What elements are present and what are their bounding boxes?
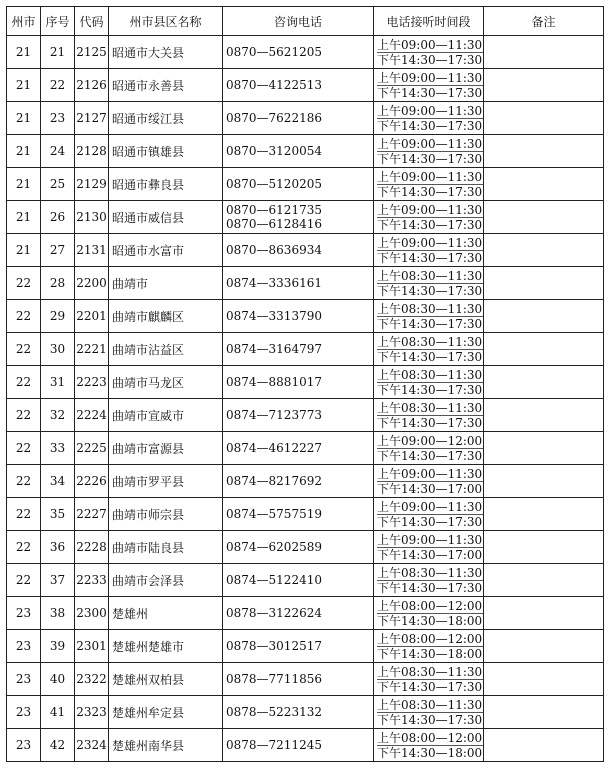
hours-afternoon: 下午14:30—18:00 xyxy=(377,646,483,661)
cell-seq: 35 xyxy=(41,498,75,531)
cell-phone xyxy=(223,498,374,531)
table-row xyxy=(7,135,604,168)
cell-name: 曲靖市师宗县 xyxy=(109,498,223,531)
cell-hours xyxy=(374,168,484,201)
table-row xyxy=(7,333,604,366)
cell-note xyxy=(484,564,604,597)
cell-name: 楚雄州 xyxy=(109,597,223,630)
cell-note xyxy=(484,597,604,630)
cell-note xyxy=(484,663,604,696)
cell-note xyxy=(484,432,604,465)
cell-name: 昭通市水富市 xyxy=(109,234,223,267)
cell-phone xyxy=(223,399,374,432)
cell-code: 2227 xyxy=(75,498,109,531)
table-row xyxy=(7,531,604,564)
cell-note xyxy=(484,102,604,135)
hours-afternoon: 下午14:30—17:00 xyxy=(377,481,483,496)
header-hours: 电话接听时间段 xyxy=(374,7,484,36)
hours-morning: 上午09:00—11:30 xyxy=(377,532,483,547)
table-row xyxy=(7,267,604,300)
phone-number: 0870—8636934 xyxy=(226,243,322,257)
cell-code: 2300 xyxy=(75,597,109,630)
hours-morning: 上午09:00—11:30 xyxy=(377,169,483,184)
hours-morning: 上午09:00—11:30 xyxy=(377,466,483,481)
cell-seq: 29 xyxy=(41,300,75,333)
hours-morning: 上午08:30—11:30 xyxy=(377,334,483,349)
table-row xyxy=(7,663,604,696)
cell-code: 2223 xyxy=(75,366,109,399)
cell-name: 昭通市大关县 xyxy=(109,36,223,69)
header-zhou: 州市 xyxy=(7,7,41,36)
cell-code: 2322 xyxy=(75,663,109,696)
cell-hours xyxy=(374,366,484,399)
cell-hours xyxy=(374,300,484,333)
table-row xyxy=(7,36,604,69)
cell-zhou: 21 xyxy=(7,135,41,168)
table-row xyxy=(7,168,604,201)
table-row xyxy=(7,465,604,498)
table-row xyxy=(7,696,604,729)
cell-phone xyxy=(223,267,374,300)
table-row xyxy=(7,564,604,597)
cell-zhou: 22 xyxy=(7,465,41,498)
hours-afternoon: 下午14:30—17:30 xyxy=(377,316,483,331)
hours-afternoon: 下午14:30—18:00 xyxy=(377,613,483,628)
cell-phone xyxy=(223,729,374,762)
phone-number: 0878—7711856 xyxy=(226,672,322,686)
table-row xyxy=(7,69,604,102)
cell-hours xyxy=(374,498,484,531)
cell-note xyxy=(484,267,604,300)
cell-note xyxy=(484,69,604,102)
cell-note xyxy=(484,531,604,564)
hours-morning: 上午09:00—11:30 xyxy=(377,70,483,85)
cell-seq: 30 xyxy=(41,333,75,366)
hours-morning: 上午08:30—11:30 xyxy=(377,400,483,415)
phone-number: 0870—4122513 xyxy=(226,78,322,92)
header-note: 备注 xyxy=(484,7,604,36)
cell-name: 曲靖市麒麟区 xyxy=(109,300,223,333)
phone-number: 0874—6202589 xyxy=(226,540,322,554)
contact-table xyxy=(6,6,604,762)
table-row xyxy=(7,399,604,432)
table-row xyxy=(7,300,604,333)
hours-afternoon: 下午14:30—18:00 xyxy=(377,745,483,760)
header-code: 代码 xyxy=(75,7,109,36)
hours-afternoon: 下午14:30—17:30 xyxy=(377,712,483,727)
phone-number: 0878—5223132 xyxy=(226,705,322,719)
cell-zhou: 23 xyxy=(7,630,41,663)
hours-morning: 上午08:30—11:30 xyxy=(377,268,483,283)
cell-seq: 21 xyxy=(41,36,75,69)
cell-name: 楚雄州双柏县 xyxy=(109,663,223,696)
cell-phone xyxy=(223,663,374,696)
cell-hours xyxy=(374,597,484,630)
cell-seq: 36 xyxy=(41,531,75,564)
phone-number: 0878—3122624 xyxy=(226,606,322,620)
hours-morning: 上午09:00—11:30 xyxy=(377,103,483,118)
cell-hours xyxy=(374,432,484,465)
hours-afternoon: 下午14:30—17:30 xyxy=(377,85,483,100)
cell-code: 2129 xyxy=(75,168,109,201)
cell-name: 楚雄州南华县 xyxy=(109,729,223,762)
cell-name: 昭通市威信县 xyxy=(109,201,223,234)
phone-number: 0870—5621205 xyxy=(226,45,322,59)
hours-afternoon: 下午14:30—17:30 xyxy=(377,217,483,232)
cell-zhou: 23 xyxy=(7,663,41,696)
cell-name: 昭通市镇雄县 xyxy=(109,135,223,168)
cell-code: 2126 xyxy=(75,69,109,102)
cell-phone xyxy=(223,333,374,366)
hours-morning: 上午08:30—11:30 xyxy=(377,367,483,382)
hours-afternoon: 下午14:30—17:30 xyxy=(377,250,483,265)
cell-hours xyxy=(374,234,484,267)
cell-code: 2200 xyxy=(75,267,109,300)
cell-name: 昭通市永善县 xyxy=(109,69,223,102)
phone-number: 0870—6128416 xyxy=(226,217,322,231)
cell-note xyxy=(484,465,604,498)
cell-seq: 40 xyxy=(41,663,75,696)
cell-hours xyxy=(374,663,484,696)
hours-afternoon: 下午14:30—17:30 xyxy=(377,283,483,298)
cell-phone xyxy=(223,135,374,168)
cell-note xyxy=(484,300,604,333)
cell-code: 2225 xyxy=(75,432,109,465)
cell-zhou: 23 xyxy=(7,597,41,630)
table-row xyxy=(7,498,604,531)
hours-morning: 上午09:00—11:30 xyxy=(377,202,483,217)
table-row xyxy=(7,102,604,135)
cell-seq: 22 xyxy=(41,69,75,102)
hours-morning: 上午09:00—11:30 xyxy=(377,37,483,52)
hours-afternoon: 下午14:30—17:00 xyxy=(377,547,483,562)
cell-note xyxy=(484,168,604,201)
cell-phone xyxy=(223,36,374,69)
cell-code: 2125 xyxy=(75,36,109,69)
phone-number: 0878—7211245 xyxy=(226,738,322,752)
cell-note xyxy=(484,201,604,234)
hours-morning: 上午08:30—11:30 xyxy=(377,664,483,679)
phone-number: 0874—3164797 xyxy=(226,342,322,356)
hours-afternoon: 下午14:30—17:30 xyxy=(377,382,483,397)
cell-phone xyxy=(223,102,374,135)
cell-phone xyxy=(223,432,374,465)
cell-zhou: 22 xyxy=(7,333,41,366)
hours-afternoon: 下午14:30—17:30 xyxy=(377,679,483,694)
cell-note xyxy=(484,729,604,762)
cell-note xyxy=(484,399,604,432)
cell-hours xyxy=(374,267,484,300)
cell-code: 2127 xyxy=(75,102,109,135)
phone-number: 0874—5757519 xyxy=(226,507,322,521)
cell-phone xyxy=(223,168,374,201)
hours-afternoon: 下午14:30—17:30 xyxy=(377,151,483,166)
header-phone: 咨询电话 xyxy=(223,7,374,36)
hours-morning: 上午08:00—12:00 xyxy=(377,598,483,613)
cell-name: 曲靖市会泽县 xyxy=(109,564,223,597)
cell-seq: 42 xyxy=(41,729,75,762)
cell-phone xyxy=(223,201,374,234)
hours-morning: 上午09:00—12:00 xyxy=(377,433,483,448)
cell-note xyxy=(484,234,604,267)
cell-seq: 39 xyxy=(41,630,75,663)
cell-code: 2201 xyxy=(75,300,109,333)
cell-hours xyxy=(374,333,484,366)
phone-number: 0874—5122410 xyxy=(226,573,322,587)
cell-hours xyxy=(374,696,484,729)
hours-morning: 上午08:30—11:30 xyxy=(377,565,483,580)
cell-phone xyxy=(223,69,374,102)
phone-number: 0870—5120205 xyxy=(226,177,322,191)
cell-phone xyxy=(223,465,374,498)
hours-afternoon: 下午14:30—17:30 xyxy=(377,514,483,529)
hours-morning: 上午09:00—11:30 xyxy=(377,499,483,514)
phone-number: 0874—3313790 xyxy=(226,309,322,323)
header-seq: 序号 xyxy=(41,7,75,36)
phone-number: 0874—4612227 xyxy=(226,441,322,455)
cell-seq: 31 xyxy=(41,366,75,399)
cell-zhou: 22 xyxy=(7,267,41,300)
cell-seq: 32 xyxy=(41,399,75,432)
cell-code: 2221 xyxy=(75,333,109,366)
cell-name: 楚雄州楚雄市 xyxy=(109,630,223,663)
cell-code: 2224 xyxy=(75,399,109,432)
cell-zhou: 23 xyxy=(7,729,41,762)
cell-name: 曲靖市富源县 xyxy=(109,432,223,465)
cell-seq: 34 xyxy=(41,465,75,498)
cell-hours xyxy=(374,531,484,564)
cell-seq: 38 xyxy=(41,597,75,630)
cell-note xyxy=(484,36,604,69)
table-row xyxy=(7,597,604,630)
cell-zhou: 22 xyxy=(7,300,41,333)
cell-phone xyxy=(223,564,374,597)
hours-afternoon: 下午14:30—17:30 xyxy=(377,415,483,430)
cell-zhou: 21 xyxy=(7,201,41,234)
cell-seq: 33 xyxy=(41,432,75,465)
table-row xyxy=(7,201,604,234)
cell-note xyxy=(484,498,604,531)
cell-zhou: 23 xyxy=(7,696,41,729)
cell-seq: 23 xyxy=(41,102,75,135)
cell-code: 2228 xyxy=(75,531,109,564)
phone-number: 0874—8881017 xyxy=(226,375,322,389)
cell-note xyxy=(484,135,604,168)
table-row xyxy=(7,366,604,399)
phone-number: 0874—8217692 xyxy=(226,474,322,488)
table-row xyxy=(7,234,604,267)
cell-zhou: 21 xyxy=(7,69,41,102)
header-name: 州市县区名称 xyxy=(109,7,223,36)
table-row xyxy=(7,630,604,663)
hours-afternoon: 下午14:30—17:30 xyxy=(377,184,483,199)
cell-name: 楚雄州牟定县 xyxy=(109,696,223,729)
cell-hours xyxy=(374,102,484,135)
cell-zhou: 22 xyxy=(7,366,41,399)
cell-phone xyxy=(223,366,374,399)
hours-afternoon: 下午14:30—17:30 xyxy=(377,349,483,364)
cell-zhou: 22 xyxy=(7,531,41,564)
cell-seq: 27 xyxy=(41,234,75,267)
cell-seq: 25 xyxy=(41,168,75,201)
header-row xyxy=(7,7,604,36)
hours-morning: 上午08:30—11:30 xyxy=(377,301,483,316)
cell-hours xyxy=(374,69,484,102)
hours-afternoon: 下午14:30—17:30 xyxy=(377,580,483,595)
cell-note xyxy=(484,366,604,399)
cell-name: 昭通市绥江县 xyxy=(109,102,223,135)
cell-note xyxy=(484,696,604,729)
phone-number: 0874—7123773 xyxy=(226,408,322,422)
cell-hours xyxy=(374,201,484,234)
cell-zhou: 22 xyxy=(7,399,41,432)
cell-code: 2301 xyxy=(75,630,109,663)
cell-name: 曲靖市罗平县 xyxy=(109,465,223,498)
cell-note xyxy=(484,333,604,366)
hours-morning: 上午08:30—11:30 xyxy=(377,697,483,712)
cell-name: 曲靖市陆良县 xyxy=(109,531,223,564)
cell-hours xyxy=(374,465,484,498)
hours-morning: 上午09:00—11:30 xyxy=(377,235,483,250)
cell-zhou: 21 xyxy=(7,102,41,135)
hours-morning: 上午09:00—11:30 xyxy=(377,136,483,151)
cell-zhou: 21 xyxy=(7,234,41,267)
table-row xyxy=(7,432,604,465)
cell-zhou: 21 xyxy=(7,36,41,69)
cell-code: 2131 xyxy=(75,234,109,267)
phone-number: 0874—3336161 xyxy=(226,276,322,290)
cell-hours xyxy=(374,564,484,597)
cell-seq: 24 xyxy=(41,135,75,168)
hours-morning: 上午08:00—12:00 xyxy=(377,730,483,745)
phone-number: 0870—6121735 xyxy=(226,203,322,217)
cell-seq: 28 xyxy=(41,267,75,300)
cell-name: 曲靖市沾益区 xyxy=(109,333,223,366)
cell-code: 2128 xyxy=(75,135,109,168)
cell-hours xyxy=(374,399,484,432)
cell-name: 曲靖市宣威市 xyxy=(109,399,223,432)
cell-hours xyxy=(374,36,484,69)
phone-number: 0870—3120054 xyxy=(226,144,322,158)
table-body xyxy=(7,36,604,762)
cell-zhou: 22 xyxy=(7,498,41,531)
cell-hours xyxy=(374,630,484,663)
cell-phone xyxy=(223,300,374,333)
cell-seq: 41 xyxy=(41,696,75,729)
cell-code: 2233 xyxy=(75,564,109,597)
cell-code: 2324 xyxy=(75,729,109,762)
phone-number: 0878—3012517 xyxy=(226,639,322,653)
hours-afternoon: 下午14:30—17:30 xyxy=(377,52,483,67)
cell-phone xyxy=(223,630,374,663)
cell-zhou: 21 xyxy=(7,168,41,201)
cell-hours xyxy=(374,135,484,168)
cell-hours xyxy=(374,729,484,762)
cell-phone xyxy=(223,597,374,630)
hours-afternoon: 下午14:30—17:30 xyxy=(377,118,483,133)
hours-morning: 上午08:00—12:00 xyxy=(377,631,483,646)
phone-number: 0870—7622186 xyxy=(226,111,322,125)
cell-phone xyxy=(223,531,374,564)
cell-code: 2226 xyxy=(75,465,109,498)
cell-code: 2323 xyxy=(75,696,109,729)
cell-code: 2130 xyxy=(75,201,109,234)
cell-seq: 37 xyxy=(41,564,75,597)
cell-zhou: 22 xyxy=(7,564,41,597)
hours-afternoon: 下午14:30—17:30 xyxy=(377,448,483,463)
cell-phone xyxy=(223,234,374,267)
table-row xyxy=(7,729,604,762)
cell-note xyxy=(484,630,604,663)
cell-phone xyxy=(223,696,374,729)
cell-zhou: 22 xyxy=(7,432,41,465)
cell-name: 曲靖市 xyxy=(109,267,223,300)
cell-name: 昭通市彝良县 xyxy=(109,168,223,201)
cell-seq: 26 xyxy=(41,201,75,234)
cell-name: 曲靖市马龙区 xyxy=(109,366,223,399)
